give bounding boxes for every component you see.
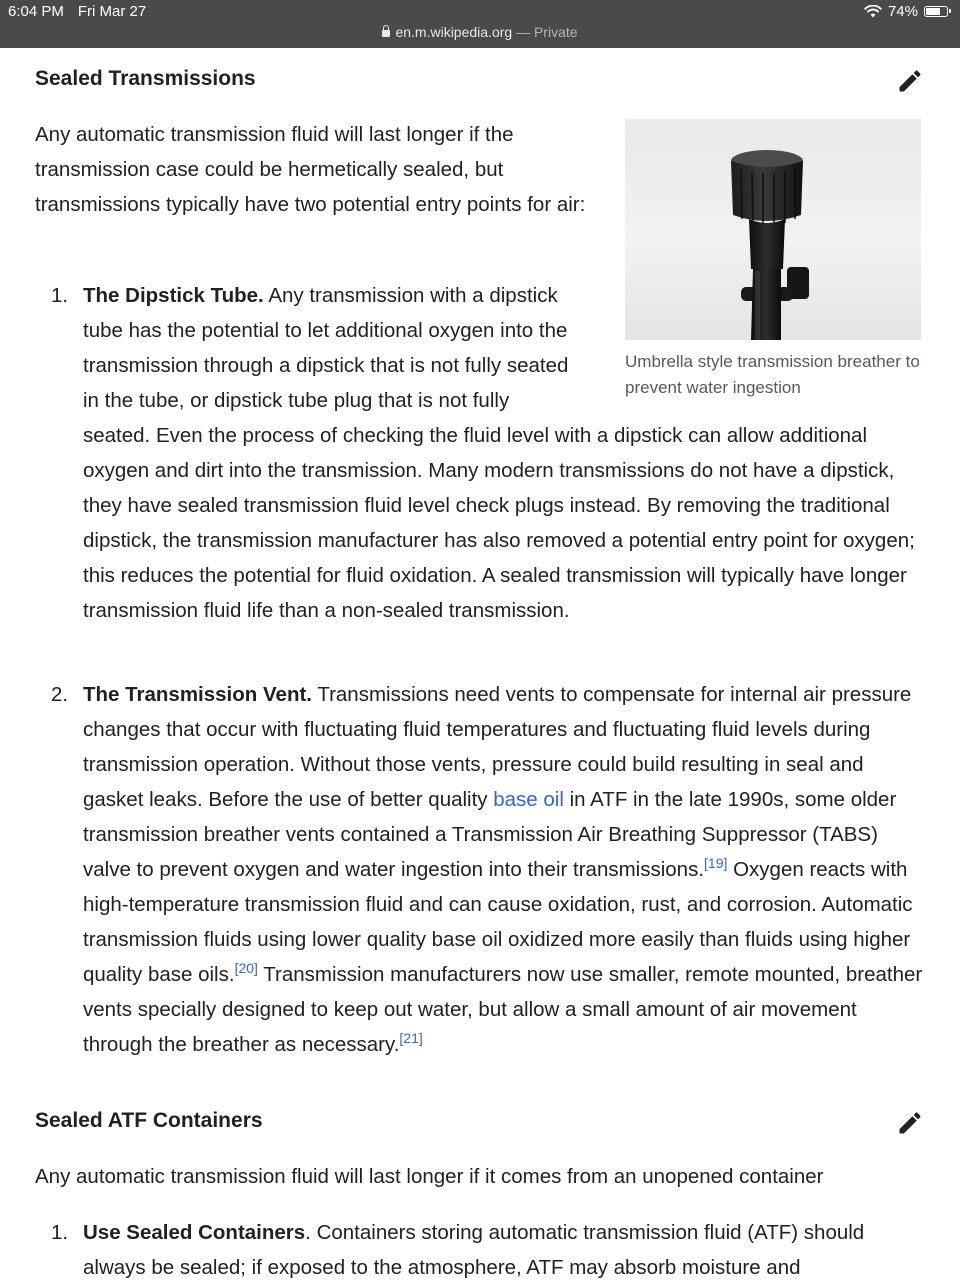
section-intro-paragraph: Any automatic transmission fluid will last longer if the transmission case could be hermetically sealed, but transmissions typically have two potential entry points for air:	[35, 123, 586, 216]
list-item-title: Use Sealed Containers	[83, 1221, 306, 1244]
reference-link[interactable]: [20]	[234, 960, 258, 977]
wifi-icon	[864, 5, 882, 18]
url-domain: en.m.wikipedia.org	[395, 24, 513, 40]
battery-level	[926, 8, 940, 15]
private-mode-label: Private	[533, 24, 578, 40]
status-right	[864, 3, 948, 20]
list-item-use-sealed-containers	[51, 1215, 928, 1285]
url-bar[interactable]	[0, 24, 960, 40]
base-oil-link[interactable]: base oil	[493, 788, 564, 811]
battery-icon	[924, 6, 948, 17]
list-item-text: Any transmission with a dipstick tube has the potential to let additional oxygen into the transmission through a dipstick that is not fully seated in the tube, or dipstick tube plug that is not fully seated. Even the process of checking the fluid level with a dipstick can allow additional oxygen and dirt into the transmission. Many modern transmissions do not have a dipstick, they have sealed transmission fluid level check plugs instead. By removing the traditional dipstick, the transmission manufacturer has also removed a potential entry point for oxygen; this reduces the potential for fluid oxidation. A sealed transmission will typically have longer transmission fluid life than a non-sealed transmission.	[83, 284, 915, 622]
list-number: 1.	[51, 284, 69, 307]
list-number: 1.	[51, 1221, 69, 1244]
status-time: 6:04 PM	[8, 3, 64, 20]
list-item-text: in ATF in the late 1990s, some older transmission breather vents contained a Transmission Air Breathing Suppressor (TABS) valve to prevent oxygen and water ingestion into their transmissions.	[83, 788, 897, 881]
url-separator: —	[516, 24, 531, 40]
status-date: Fri Mar 27	[77, 3, 147, 20]
list-item-title: The Dipstick Tube.	[83, 284, 264, 307]
lock-icon	[382, 30, 390, 37]
reference-link[interactable]: [19]	[704, 855, 728, 872]
edit-pencil-icon[interactable]	[896, 67, 924, 95]
figure-caption: Umbrella style transmission breather to prevent water ingestion	[625, 352, 920, 397]
section2-intro-paragraph: Any automatic transmission fluid will last longer if it comes from an unopened container	[35, 1165, 824, 1188]
list-item-1-text	[83, 278, 923, 628]
list-item-text: Oxygen reacts with high-temperature transmission fluid and can cause oxidation, rust, and corrosion. Automatic transmission fluids using lower quality base oil oxidized more easily than fluids using higher quality base oils.	[83, 858, 913, 986]
list-number: 2.	[51, 683, 69, 706]
list-item-transmission-vent	[51, 677, 928, 1062]
list-item-title: The Transmission Vent.	[83, 683, 312, 706]
list-item-text: Transmissions need vents to compensate for internal air pressure changes that occur with fluctuating fluid temperatures and fluctuating fluid levels during transmission operation. Without those vents, pressure could build resulting in seal and gasket leaks. Before the use of better quality	[83, 683, 912, 811]
list-item-text: Transmission manufacturers now use smaller, remote mounted, breather vents specially designed to keep out water, but allow a small amount of air movement through the breather as necessary.	[83, 963, 923, 1056]
list-item-text: . Containers storing automatic transmission fluid (ATF) should always be sealed; if exposed to the atmosphere, ATF may absorb moisture and	[83, 1221, 865, 1279]
figure-wrap-space	[578, 278, 923, 418]
section-heading-sealed-atf-containers: Sealed ATF Containers	[35, 1109, 263, 1132]
status-bar	[0, 0, 960, 48]
status-left	[8, 3, 160, 20]
battery-percent: 74%	[887, 3, 918, 20]
section-heading-sealed-transmissions: Sealed Transmissions	[35, 67, 256, 90]
reference-link[interactable]: [21]	[399, 1030, 423, 1047]
edit-pencil-icon[interactable]	[896, 1109, 924, 1137]
